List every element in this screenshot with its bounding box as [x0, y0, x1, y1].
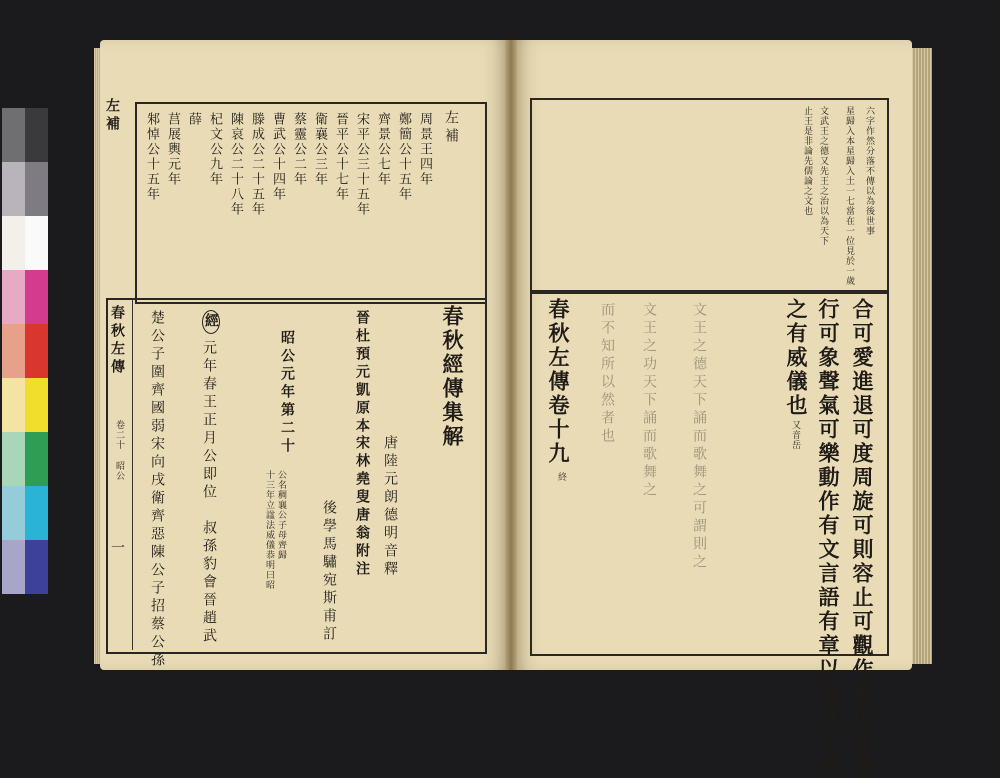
table-row: 薛	[186, 112, 201, 127]
calibration-swatch	[25, 486, 48, 540]
table-row: 莒展輿元年	[165, 112, 180, 187]
table-row: 衛襄公三年	[312, 112, 327, 187]
closing-mark: 終	[556, 472, 566, 482]
calibration-swatch	[2, 378, 25, 432]
calibration-swatch	[25, 216, 48, 270]
commentary-col-4: 止王是非論先儒論之文也	[802, 106, 812, 216]
top-commentary-frame	[530, 98, 889, 294]
author-line-4: 後學馬驌宛斯甫訂	[321, 500, 337, 644]
book-gutter	[505, 40, 517, 670]
left-page	[100, 40, 510, 670]
author-line-1: 晉杜預元凱原本	[354, 310, 370, 436]
calibration-swatch	[2, 216, 25, 270]
table-title: 左補	[443, 110, 459, 146]
table-row: 滕成公二十五年	[249, 112, 264, 217]
commentary-col-1: 六字作然分落不傳以為後世事	[864, 106, 874, 236]
table-row: 邾悼公十五年	[144, 112, 159, 202]
classic-text-2: 叔孫豹會晉趙武	[201, 520, 217, 646]
table-row: 齊景公七年	[375, 112, 390, 187]
table-row: 宋平公三十五年	[354, 112, 369, 217]
color-calibration-strip	[2, 108, 48, 598]
margin-volume: 卷二十 昭公	[114, 420, 124, 481]
calibration-swatch	[25, 108, 48, 162]
classic-mark: 經	[202, 310, 220, 334]
author-line-3: 唐陸元朗德明音釋	[382, 435, 398, 579]
classic-text-1: 元年春王正月公即位	[201, 340, 217, 502]
calibration-swatch	[2, 108, 25, 162]
section-note-1: 公名稠襄公子母齊歸	[276, 470, 286, 560]
calibration-swatch	[2, 324, 25, 378]
commentary-col-2: 星歸入本星歸入土一七當在一位見於一歲	[844, 106, 854, 286]
book-title: 春秋經傳集解	[440, 305, 465, 449]
margin-label: 左補	[104, 98, 120, 134]
calibration-swatch	[25, 324, 48, 378]
faint-column-3: 而不知所以然者也	[599, 302, 615, 446]
calibration-swatch	[25, 162, 48, 216]
calibration-swatch	[2, 270, 25, 324]
margin-page-number: 一	[109, 540, 125, 558]
classic-text-3: 楚公子圍齊國弱宋向戌衛齊惡陳公子招蔡公孫	[149, 310, 165, 670]
table-row: 周景王四年	[417, 112, 432, 187]
right-page	[512, 40, 912, 778]
calibration-swatch	[2, 432, 25, 486]
calibration-swatch	[2, 540, 25, 594]
main-note: 又音岳	[790, 420, 800, 450]
table-row: 陳哀公二十八年	[228, 112, 243, 217]
calibration-swatch	[25, 270, 48, 324]
commentary-col-3: 文武王之德又先王之治以為天下	[818, 106, 828, 246]
calibration-swatch	[25, 378, 48, 432]
table-row: 晉平公十七年	[333, 112, 348, 202]
table-row: 曹武公十四年	[270, 112, 285, 202]
calibration-swatch	[2, 486, 25, 540]
table-row: 杞文公九年	[207, 112, 222, 187]
main-text-3: 之有威儀也	[784, 298, 809, 418]
table-row: 蔡靈公二年	[291, 112, 306, 187]
calibration-swatch	[2, 162, 25, 216]
closing-title: 春秋左傳卷十九	[546, 298, 571, 466]
main-text-2: 行可象聲氣可樂動作有文言語有章以臨其下謂	[816, 298, 841, 778]
margin-rule	[132, 298, 133, 650]
section-heading: 昭公元年第二十	[279, 330, 295, 456]
calibration-swatch	[25, 432, 48, 486]
calibration-swatch	[25, 540, 48, 594]
author-line-2: 宋林堯叟唐翁附注	[354, 435, 370, 579]
table-row: 鄭簡公十五年	[396, 112, 411, 202]
margin-spine-title: 春秋左傳	[109, 305, 125, 377]
faint-column-2: 文王之功天下誦而歌舞之	[641, 302, 657, 500]
main-text-1: 合可愛進退可度周旋可則容止可觀作事可法德	[850, 298, 875, 778]
faint-column-1: 文王之德天下誦而歌舞之可謂則之	[691, 302, 707, 572]
section-note-2: 十三年立諡法威儀恭明曰昭	[264, 470, 274, 590]
